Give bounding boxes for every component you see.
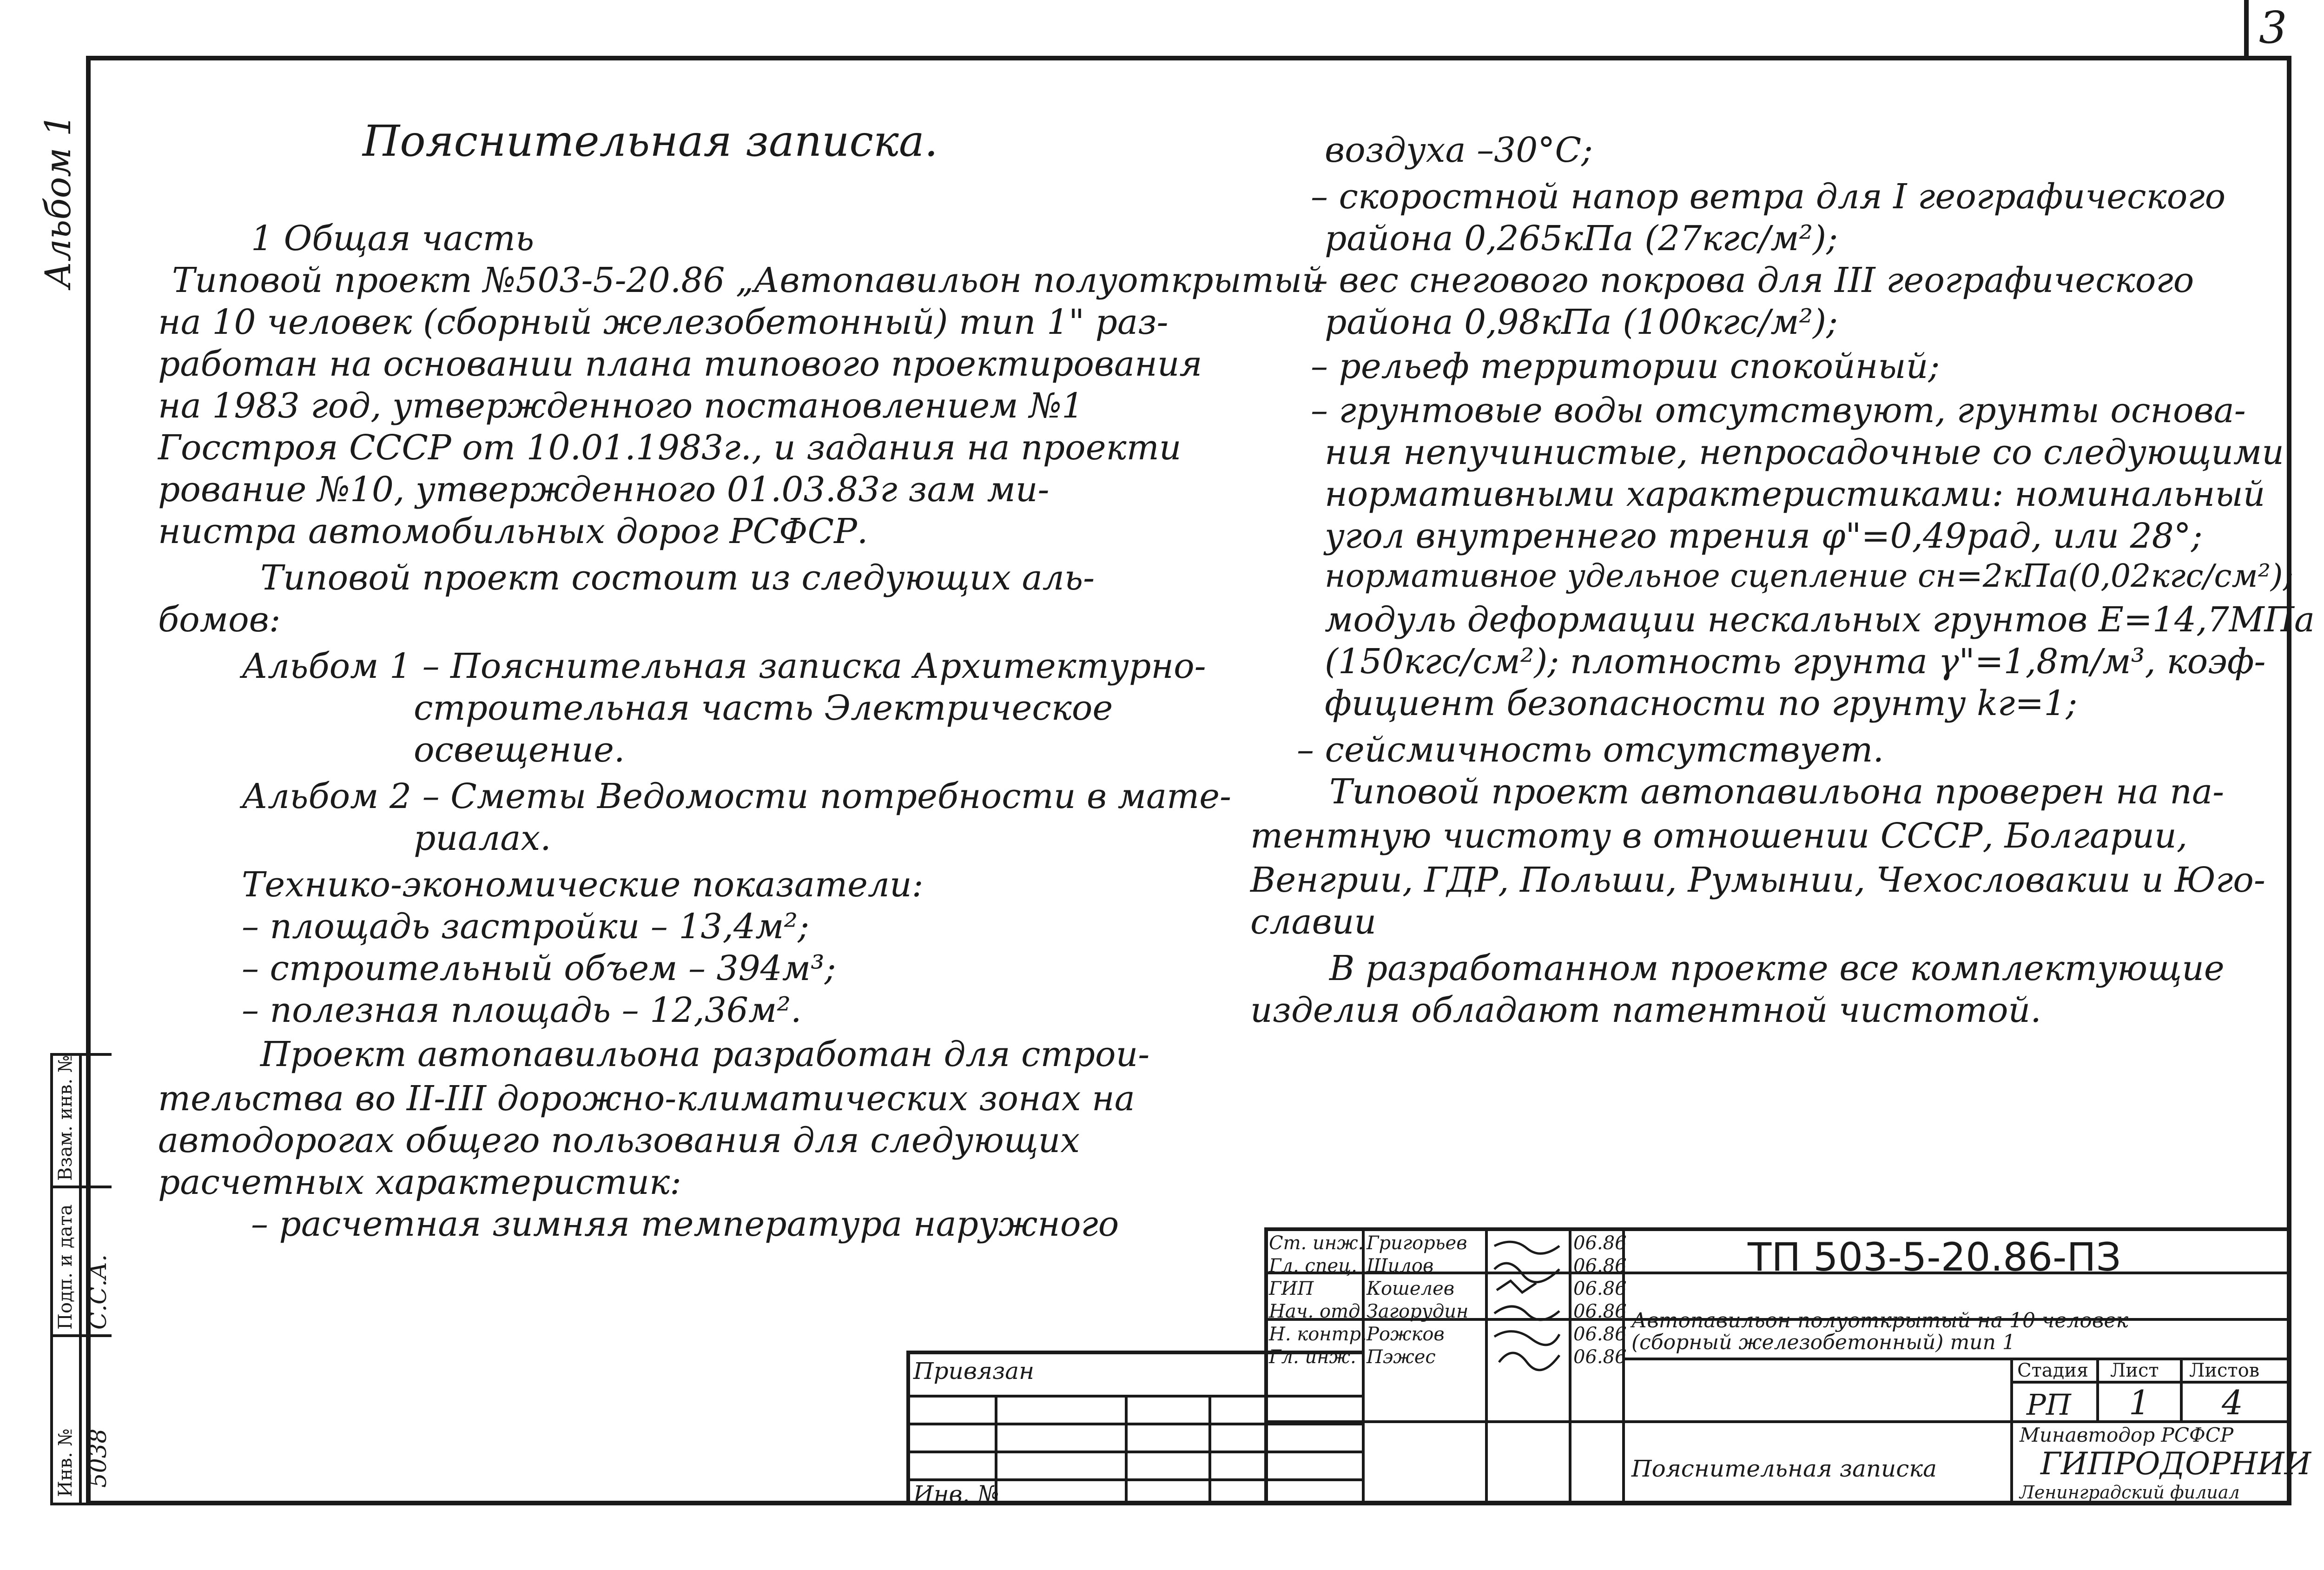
text-line: Технико-экономические показатели:	[242, 865, 924, 905]
signer-date: 06.86	[1573, 1232, 1627, 1254]
section-heading: 1 Общая часть	[251, 219, 535, 258]
text-line: работан на основании плана типового проектирования	[158, 344, 1202, 384]
page-number: 3	[2259, 2, 2287, 53]
signer-date: 06.86	[1573, 1301, 1627, 1322]
project-name-2: (сборный железобетонный) тип 1	[1631, 1331, 2015, 1354]
text-line: тельства во II-III дорожно-климатических зонах на	[158, 1079, 1135, 1119]
text-line: бомов:	[158, 600, 281, 640]
signer-role: Ст. инж.	[1269, 1232, 1364, 1254]
text-line: – грунтовые воды отсутствуют, грунты основа-	[1311, 391, 2246, 431]
signer-role: Гл. инж.	[1269, 1346, 1356, 1368]
text-line: угол внутреннего трения φ"=0,49рад, или 28°;	[1325, 516, 2203, 556]
text-line: фициент безопасности по грунту kг=1;	[1325, 683, 2078, 723]
text-line: на 1983 год, утвержденного постановлением №1	[158, 386, 1084, 426]
signers-names	[1367, 1232, 1468, 1369]
text-line: – расчетная зимняя температура наружного	[251, 1204, 1119, 1244]
strip-inv-label: Инв. №	[55, 1428, 76, 1497]
signer-role: Н. контр.	[1269, 1324, 1367, 1345]
signer-role: ГИП	[1269, 1278, 1314, 1299]
text-line: Венгрии, ГДР, Польши, Румынии, Чехословакии и Юго-	[1250, 860, 2265, 900]
signer-date: 06.86	[1573, 1255, 1627, 1277]
text-line: В разработанном проекте все комплектующие	[1329, 948, 2225, 988]
side-stamp-divider	[79, 1053, 82, 1505]
signers-dates	[1573, 1232, 1627, 1369]
strip-rule	[50, 1334, 112, 1337]
binding-col	[1208, 1395, 1211, 1505]
signatures	[1490, 1232, 1566, 1418]
text-line: нормативное удельное сцепление сн=2кПа(0,02кгс/см²);	[1325, 558, 2294, 595]
text-line: – полезная площадь – 12,36м².	[242, 990, 802, 1030]
signer-name: Кошелев	[1367, 1278, 1455, 1299]
text-line: воздуха –30°С;	[1325, 130, 1593, 170]
org-branch: Ленинградский филиал	[2020, 1482, 2240, 1503]
page-title: Пояснительная записка.	[363, 116, 938, 166]
signer-name: Шилов	[1367, 1255, 1434, 1277]
title-block-col	[2096, 1358, 2099, 1420]
sheet-label: Лист	[2110, 1360, 2159, 1381]
text-line: освещение.	[414, 730, 625, 770]
signer-date: 06.86	[1573, 1278, 1627, 1299]
signer-role: Гл. спец.	[1269, 1255, 1357, 1277]
text-line: Типовой проект автопавильона проверен на па-	[1329, 772, 2225, 812]
project-name: Автопавильон полуоткрытый на 10 человек	[1631, 1309, 2128, 1332]
text-line: Проект автопавильона разработан для строи-	[260, 1034, 1150, 1074]
text-line: нистра автомобильных дорог РСФСР.	[158, 511, 868, 551]
binding-col	[1125, 1395, 1128, 1505]
signer-date: 06.86	[1573, 1346, 1627, 1368]
signers-roles	[1269, 1232, 1367, 1369]
sheets-label: Листов	[2189, 1360, 2260, 1381]
text-line: (150кгс/см²); плотность грунта γ"=1,8т/м³, коэф-	[1325, 642, 2266, 682]
text-line: – сейсмичность отсутствует.	[1297, 730, 1884, 770]
text-line: на 10 человек (сборный железобетонный) тип 1" раз-	[158, 302, 1169, 342]
strip-sign-value: С.С.А.	[85, 1254, 112, 1330]
strip-inv-value: 5038	[85, 1428, 112, 1488]
text-line: Альбом 1 – Пояснительная записка Архитектурно-	[242, 646, 1206, 686]
text-line: нормативными характеристиками: номинальный	[1325, 474, 2265, 514]
text-line: модуль деформации нескальных грунтов Е=14,7МПа	[1325, 600, 2315, 640]
text-line: Типовой проект состоит из следующих аль-	[260, 558, 1095, 598]
strip-sign-label: Подп. и дата	[55, 1204, 76, 1330]
text-line: – вес снегового покрова для III географического	[1311, 260, 2194, 300]
sheets-value: 4	[2222, 1383, 2243, 1422]
signer-name: Загорудин	[1367, 1301, 1469, 1322]
album-label: Альбом 1	[37, 114, 79, 288]
text-line: Типовой проект №503-5-20.86 „Автопавильон полуоткрытый	[172, 260, 1324, 300]
org-name: ГИПРОДОРНИИ	[2040, 1446, 2311, 1482]
text-line: – рельеф территории спокойный;	[1311, 346, 1940, 386]
text-line: района 0,265кПа (27кгс/м²);	[1325, 219, 1838, 258]
signer-name: Пэжес	[1367, 1346, 1436, 1368]
text-line: ния непучинистые, непросадочные со следующими	[1325, 432, 2284, 472]
text-line: риалах.	[414, 818, 551, 858]
title-block-col	[2180, 1358, 2183, 1420]
text-line: тентную чистоту в отношении СССР, Болгарии,	[1250, 816, 2188, 856]
title-block-col	[1485, 1227, 1488, 1505]
signer-date: 06.86	[1573, 1324, 1627, 1345]
text-line: автодорогах общего пользования для следующих	[158, 1120, 1080, 1160]
text-line: рование №10, утвержденного 01.03.83г зам ми-	[158, 470, 1050, 510]
signer-name: Григорьев	[1367, 1232, 1467, 1254]
text-line: Альбом 2 – Сметы Ведомости потребности в мате-	[242, 776, 1232, 816]
org-ministry: Минавтодор РСФСР	[2020, 1424, 2234, 1446]
signer-name: Рожков	[1367, 1324, 1445, 1345]
text-line: славии	[1250, 902, 1377, 942]
stage-value: РП	[2027, 1388, 2071, 1422]
strip-ref-label: Взам. инв. №	[55, 1055, 76, 1181]
signer-role: Нач. отд.	[1269, 1301, 1367, 1322]
title-block-col	[1569, 1227, 1571, 1505]
stage-label: Стадия	[2017, 1360, 2089, 1381]
text-line: – скоростной напор ветра для I географического	[1311, 177, 2226, 217]
text-line: – строительный объем – 394м³;	[242, 948, 836, 988]
sheet-value: 1	[2129, 1383, 2150, 1422]
title-block-col	[2010, 1358, 2013, 1505]
text-line: района 0,98кПа (100кгс/м²);	[1325, 302, 1838, 342]
document-name: Пояснительная записка	[1631, 1455, 1937, 1482]
text-line: Госстроя СССР от 10.01.1983г., и задания на проекти	[158, 428, 1182, 468]
document-code: ТП 503-5-20.86-ПЗ	[1748, 1234, 2121, 1280]
inv-label: Инв. №	[913, 1481, 999, 1508]
text-line: расчетных характеристик:	[158, 1162, 682, 1202]
strip-rule	[50, 1186, 112, 1188]
text-line: изделия обладают патентной чистотой.	[1250, 990, 2041, 1030]
text-line: строительная часть Электрическое	[414, 688, 1113, 728]
text-line: – площадь застройки – 13,4м²;	[242, 907, 810, 947]
binding-label: Привязан	[913, 1358, 1035, 1385]
